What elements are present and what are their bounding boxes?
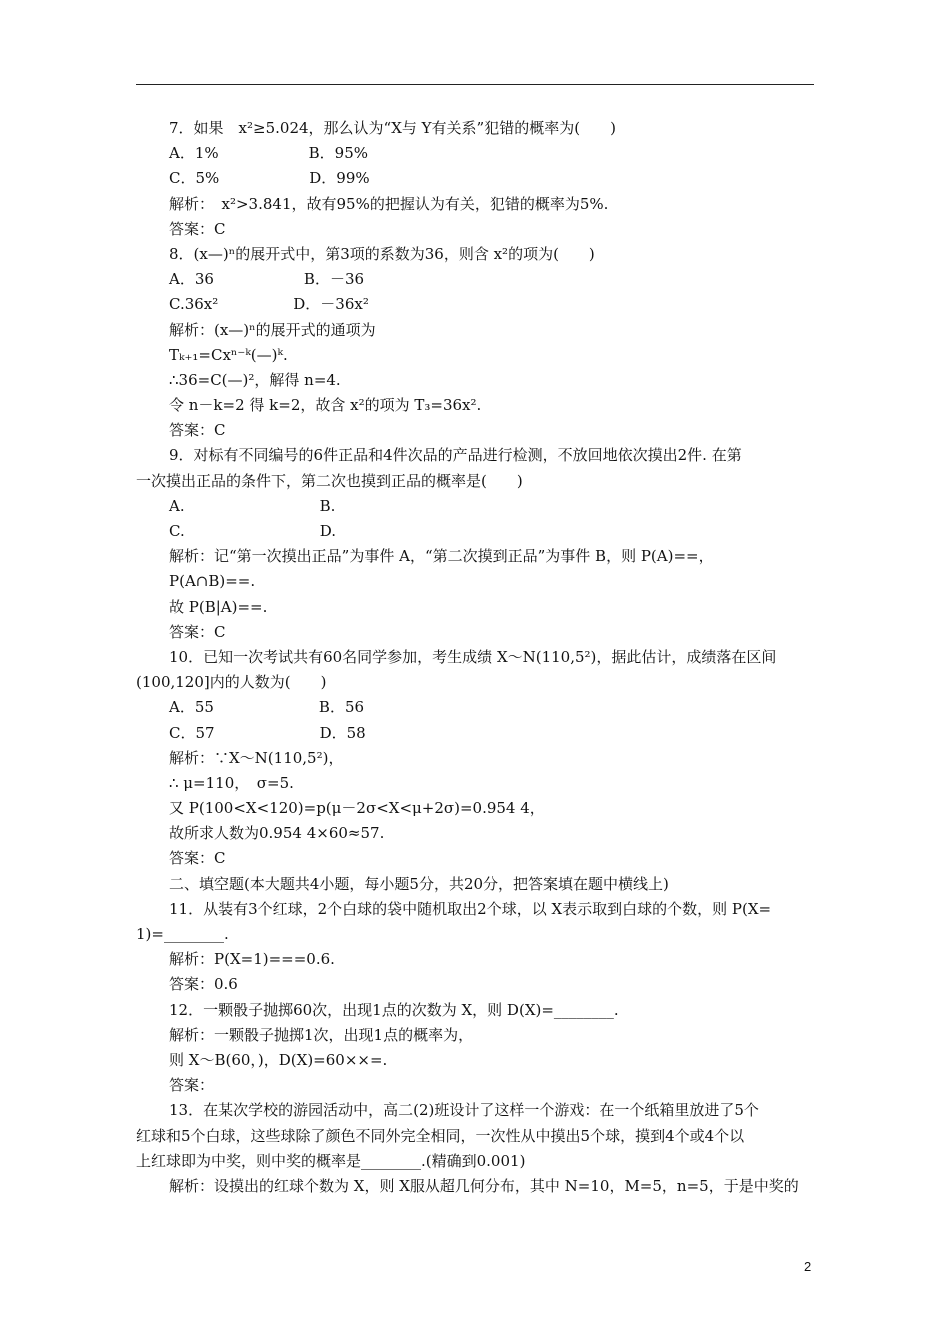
text-line: 又 P(100<X<120)=p(μ－2σ<X<μ+2σ)=0.954 4， [169,799,545,818]
text-line: 12．一颗骰子抛掷60次，出现1点的次数为 X，则 D(X)=________. [169,1000,619,1019]
text-line: C．5% D．99% [169,169,370,188]
text-line: A．55 B．56 [169,698,365,717]
text-line: C．57 D．58 [169,723,366,742]
page-number: 2 [804,1259,812,1274]
text-line: Tₖ₊₁=Cxⁿ⁻ᵏ(—)ᵏ. [169,345,288,364]
text-line: 解析：(x—)ⁿ的展开式的通项为 [169,320,376,339]
text-line: P(A∩B)==. [169,572,256,591]
text-line: A．1% B．95% [169,144,368,163]
header-rule [136,84,814,85]
text-line: 1)=________. [136,925,229,943]
text-line: 9．对标有不同编号的6件正品和4件次品的产品进行检测，不放回地依次摸出2件. 在第 [169,446,742,465]
text-line: ∴ μ=110， σ=5. [169,773,294,792]
text-line: 答案：0.6 [169,975,238,994]
text-line: 8．(x—)ⁿ的展开式中，第3项的系数为36，则含 x²的项为( ) [169,244,595,263]
text-line: 解析：一颗骰子抛掷1次，出现1点的概率为， [169,1025,474,1044]
text-line: 13．在某次学校的游园活动中，高二(2)班设计了这样一个游戏：在一个纸箱里放进了5个 [169,1101,759,1120]
text-line: (100,120]内的人数为( ) [136,673,327,692]
text-line: 答案：C [169,849,226,868]
text-line: 答案：C [169,219,226,238]
text-line: 则 X～B(60，)，D(X)=60××=. [169,1050,388,1069]
text-line: A．36 B．－36 [169,270,365,289]
text-line: 7．如果 x²≥5.024，那么认为“X与 Y有关系”犯错的概率为( ) [169,119,616,137]
text-line: 解析：∵X～N(110,5²)， [169,748,344,767]
text-line: 令 n－k=2 得 k=2，故含 x²的项为 T₃=36x². [169,396,482,415]
text-line: 解析： x²>3.841，故有95%的把握认为有关，犯错的概率为5%. [169,194,609,213]
text-line: C. D. [169,522,336,540]
text-line: 答案： [169,1076,215,1095]
text-line: 答案：C [169,421,226,440]
text-line: 10．已知一次考试共有60名同学参加，考生成绩 X～N(110,5²)，据此估计，成绩落在区间 [169,647,777,666]
text-line: 解析：P(X=1)===0.6. [169,950,335,969]
text-line: 解析：记“第一次摸出正品”为事件 A，“第二次摸到正品”为事件 B，则 P(A)==， [169,547,714,566]
text-line: A. B. [169,496,336,515]
text-line: 上红球即为中奖，则中奖的概率是________.(精确到0.001) [136,1151,526,1170]
text-line: 故 P(B|A)==. [169,597,268,616]
text-line: ∴36=C(—)²，解得 n=4. [169,370,341,389]
text-line: 11．从装有3个红球，2个白球的袋中随机取出2个球，以 X表示取到白球的个数，则 P(X= [169,899,772,918]
text-line: 故所求人数为0.954 4×60≈57. [169,824,385,843]
text-line: 二、填空题(本大题共4小题，每小题5分，共20分，把答案填在题中横线上) [169,874,669,893]
text-line: 一次摸出正品的条件下，第二次也摸到正品的概率是( ) [136,471,523,490]
document-body [136,116,814,1199]
text-line: 红球和5个白球，这些球除了颜色不同外完全相同，一次性从中摸出5个球，摸到4个或4个以 [136,1126,745,1145]
text-line: C.36x² D．－36x² [169,295,369,314]
text-line: 解析：设摸出的红球个数为 X，则 X服从超几何分布，其中 N=10，M=5，n=5，于是中奖的 [169,1176,799,1195]
text-line: 答案：C [169,622,226,641]
